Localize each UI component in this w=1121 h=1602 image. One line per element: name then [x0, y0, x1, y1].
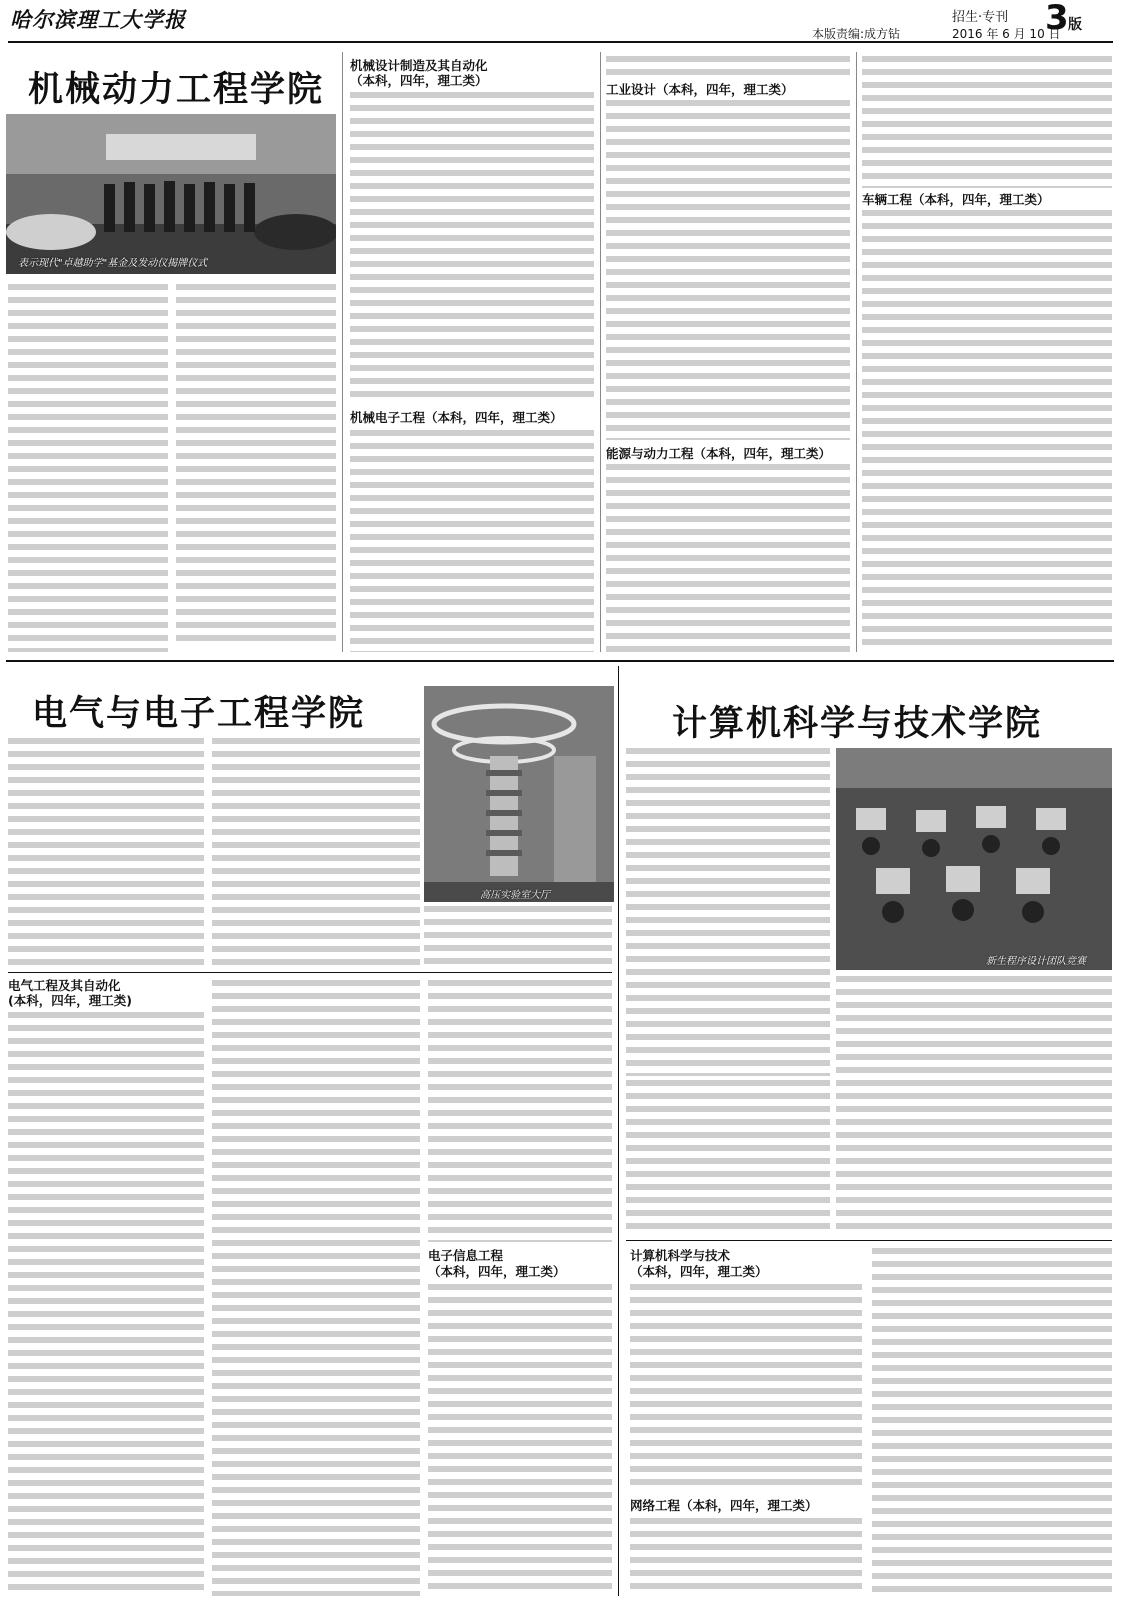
page-number-suffix: 版 — [1068, 17, 1082, 33]
editor-credit: 本版责编:成方钻 — [812, 27, 901, 41]
page-number: 3 — [1045, 0, 1069, 38]
major-body-mechatronics-continued — [606, 56, 850, 80]
major-body-computer-science-continued — [872, 1248, 1112, 1596]
major-body-electronic-information — [428, 1284, 612, 1596]
major-body-electrical-automation-continued — [212, 980, 420, 1596]
ceremony-photo-illustration — [6, 114, 336, 274]
major-body-energy-power — [606, 464, 850, 652]
major-body-industrial-design — [606, 100, 850, 440]
major-tag-computer-science: （本科，四年，理工类） — [630, 1264, 768, 1279]
major-body-vehicle-engineering — [862, 210, 1112, 652]
major-tag-mechanical-design: （本科，四年，理工类） — [350, 73, 488, 88]
contest-photo-caption: 新生程序设计团队竞赛 — [986, 956, 1086, 967]
major-heading-industrial-design: 工业设计（本科，四年，理工类） — [606, 82, 794, 97]
major-heading-mechanical-design: 机械设计制造及其自动化 — [350, 58, 488, 73]
major-body-computer-science — [630, 1284, 862, 1492]
lab-photo-illustration — [424, 686, 614, 902]
computer-intro-text — [626, 748, 830, 1076]
major-heading-electrical-automation: 电气工程及其自动化 — [8, 978, 121, 993]
electrical-intro-rule — [8, 972, 612, 973]
masthead-rule — [8, 41, 1113, 43]
major-body-network-engineering — [630, 1518, 862, 1596]
contest-photo-illustration — [836, 748, 1112, 970]
mechanical-photo-caption: 表示现代"卓越助学"基金及发动仪揭牌仪式 — [18, 258, 208, 269]
issue-date: 2016 年 6 月 10 日 — [952, 27, 1061, 41]
major-heading-mechatronics: 机械电子工程（本科，四年，理工类） — [350, 410, 563, 425]
electrical-intro-text-continued — [212, 738, 420, 966]
electrical-intro-photo-side-text — [424, 906, 612, 966]
programming-contest-photo — [836, 748, 1112, 970]
mechanical-intro-text-continued — [176, 284, 336, 646]
mechanical-intro-text — [8, 284, 168, 652]
computer-intro-text-continued — [836, 976, 1112, 1234]
high-voltage-lab-photo — [424, 686, 614, 902]
major-tag-electronic-information: （本科，四年，理工类） — [428, 1264, 566, 1279]
major-body-electrical-automation — [8, 1012, 204, 1596]
major-heading-energy-power: 能源与动力工程（本科，四年，理工类） — [606, 446, 832, 461]
column-divider — [856, 52, 857, 652]
computer-intro-text-lower — [626, 1080, 830, 1234]
newspaper-masthead: 哈尔滨理工大学报 — [10, 7, 186, 32]
major-body-energy-power-continued — [862, 56, 1112, 188]
computer-intro-rule — [626, 1240, 1112, 1241]
section-rule — [6, 660, 1114, 662]
major-heading-computer-science: 计算机科学与技术 — [630, 1248, 731, 1263]
major-heading-network-engineering: 网络工程（本科，四年，理工类） — [630, 1498, 818, 1513]
major-body-mechanical-design — [350, 92, 594, 400]
major-body-electrical-automation-last — [428, 980, 612, 1242]
section-label: 招生·专刊 — [952, 10, 1009, 25]
major-heading-vehicle-engineering: 车辆工程（本科，四年，理工类） — [862, 192, 1050, 207]
lab-photo-caption: 高压实验室大厅 — [480, 890, 550, 901]
column-divider — [342, 52, 343, 652]
major-tag-electrical-automation: (本科，四年，理工类) — [8, 993, 132, 1008]
college-heading-electrical: 电气与电子工程学院 — [32, 694, 366, 734]
college-heading-mechanical: 机械动力工程学院 — [28, 70, 325, 110]
electrical-intro-text — [8, 738, 204, 966]
mechanical-ceremony-photo — [6, 114, 336, 274]
major-heading-electronic-information: 电子信息工程 — [428, 1248, 504, 1263]
major-body-mechatronics — [350, 430, 594, 652]
column-divider — [618, 666, 619, 1596]
column-divider — [600, 52, 601, 652]
college-heading-computer: 计算机科学与技术学院 — [672, 704, 1043, 744]
